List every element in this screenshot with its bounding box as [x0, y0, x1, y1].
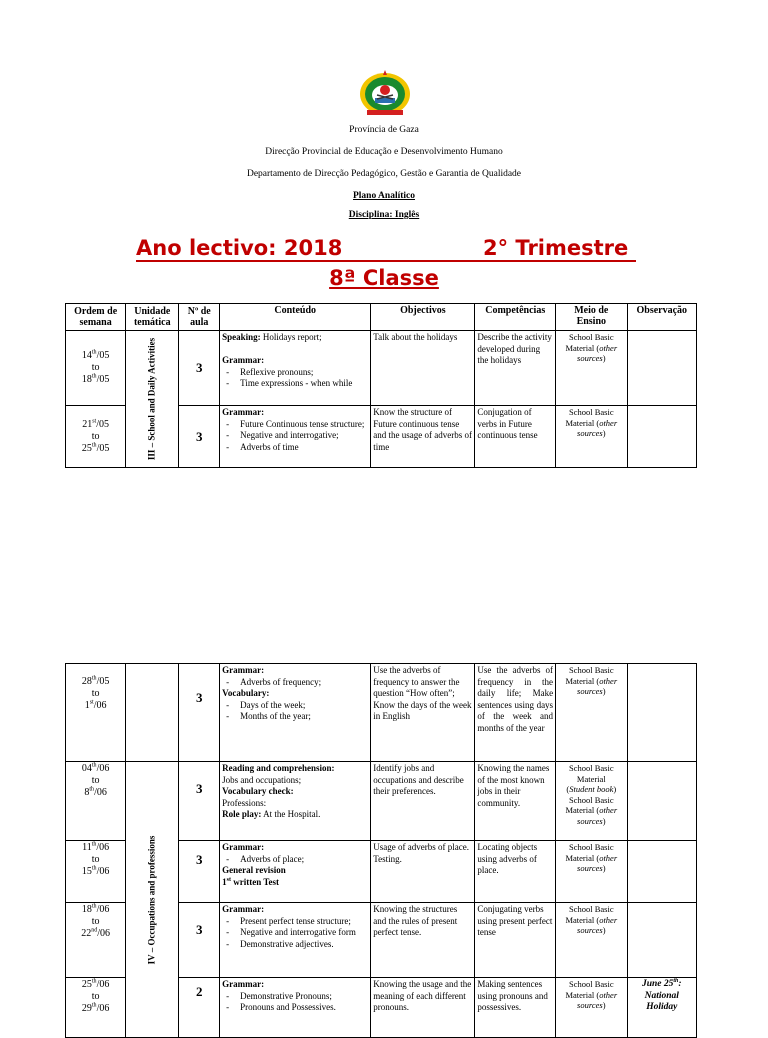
plan-table-1 — [65, 303, 697, 468]
content-cell: Grammar: - Adverbs of place; General revision 1st written Test — [220, 841, 371, 903]
week-cell: 14th/05 to 18th/05 — [66, 331, 126, 406]
lesson-count: 2 — [179, 978, 220, 1038]
week-cell: 18th/06 to 22nd/06 — [66, 903, 126, 978]
col-aula: Nº de aula — [179, 304, 220, 331]
objectives-cell: Knowing the usage and the meaning of each different pronouns. — [371, 978, 475, 1038]
lesson-count: 3 — [179, 762, 220, 841]
class-title: 8ª Classe — [329, 266, 439, 290]
meio-cell: School Basic Material (other sources) — [556, 664, 627, 762]
lesson-count: 3 — [179, 841, 220, 903]
lesson-count: 3 — [179, 903, 220, 978]
content-cell: Speaking: Holidays report; Grammar: - Reflexive pronouns; - Time expressions - when while — [220, 331, 371, 406]
competences-cell: Locating objects using adverbs of place. — [475, 841, 556, 903]
week-cell: 11th/06 to 15th/06 — [66, 841, 126, 903]
year-title: Ano lectivo: 2018 — [136, 236, 343, 260]
col-objectivos: Objectivos — [371, 304, 475, 331]
week-cell: 04th/06 to 8th/06 — [66, 762, 126, 841]
competences-cell: Conjugating verbs using present perfect tense — [475, 903, 556, 978]
lesson-count: 3 — [179, 664, 220, 762]
competences-cell: Conjugation of verbs in Future continuous tense — [475, 406, 556, 468]
content-cell: Reading and comprehension: Jobs and occupations; Vocabulary check: Professions: Role play: At the Hospital. — [220, 762, 371, 841]
header-row — [66, 304, 697, 331]
col-unidade: Unidade temática — [126, 304, 179, 331]
directorate-line: Direcção Provincial de Educação e Desenvolvimento Humano — [265, 147, 503, 157]
week-cell: 25th/06 to 29th/06 — [66, 978, 126, 1038]
objectives-cell: Usage of adverbs of place. Testing. — [371, 841, 475, 903]
meio-cell: School Basic Material (other sources) — [556, 978, 627, 1038]
col-ordem: Ordem de semana — [66, 304, 126, 331]
term-title: 2° Trimestre — [483, 236, 629, 260]
week-cell: 21st/05 to 25th/05 — [66, 406, 126, 468]
competences-cell: Describe the activity developed during the holidays — [475, 331, 556, 406]
meio-cell: School Basic Material (other sources) — [556, 903, 627, 978]
competences-cell: Knowing the names of the most known jobs in their community. — [475, 762, 556, 841]
meio-cell: School Basic Material (other sources) — [556, 406, 627, 468]
unit-cell — [126, 664, 179, 762]
year-term-line — [0, 236, 768, 262]
unit-cell: IV – Occupations and professions — [126, 762, 179, 1038]
observation-cell — [627, 331, 696, 406]
objectives-cell: Know the structure of Future continuous tense and the usage of adverbs of time — [371, 406, 475, 468]
table-row — [66, 664, 697, 762]
plan-table-2 — [65, 663, 697, 1038]
col-meio: Meio de Ensino — [556, 304, 627, 331]
content-cell: Grammar: - Adverbs of frequency; Vocabulary: - Days of the week; - Months of the year; — [220, 664, 371, 762]
objectives-cell: Use the adverbs of frequency to answer the question “How often”; Know the days of the week in English — [371, 664, 475, 762]
table-row — [66, 762, 697, 841]
observation-cell — [627, 406, 696, 468]
content-cell: Grammar: - Future Continuous tense structure; - Negative and interrogative; - Adverbs of time — [220, 406, 371, 468]
observation-cell: June 25th: National Holiday — [627, 978, 696, 1038]
table-row — [66, 331, 697, 406]
unit-cell: III – School and Daily Activities — [126, 331, 179, 468]
plan-title: Plano Analítico — [352, 191, 416, 201]
objectives-cell: Identify jobs and occupations and describe their preferences. — [371, 762, 475, 841]
observation-cell — [627, 841, 696, 903]
department-line: Departamento de Direcção Pedagógico, Gestão e Garantia de Qualidade — [246, 169, 522, 179]
coat-of-arms-emblem — [357, 68, 413, 118]
competences-cell: Making sentences using pronouns and possessives. — [475, 978, 556, 1038]
content-cell: Grammar: - Present perfect tense structure; - Negative and interrogative form - Demonstrative adjectives. — [220, 903, 371, 978]
subject-title: Disciplina: Inglês — [348, 210, 420, 220]
competences-cell: Use the adverbs of frequency in the daily life; Make sentences using days of the week and months of the year — [475, 664, 556, 762]
observation-cell — [627, 903, 696, 978]
objectives-cell: Talk about the holidays — [371, 331, 475, 406]
col-conteudo: Conteúdo — [220, 304, 371, 331]
meio-cell: School Basic Material (other sources) — [556, 841, 627, 903]
col-competencias: Competências — [475, 304, 556, 331]
objectives-cell: Knowing the structures and the rules of present perfect tense. — [371, 903, 475, 978]
lesson-count: 3 — [179, 331, 220, 406]
meio-cell: School Basic Material (other sources) — [556, 331, 627, 406]
content-cell: Grammar: - Demonstrative Pronouns; - Pronouns and Possessives. — [220, 978, 371, 1038]
lesson-count: 3 — [179, 406, 220, 468]
province-line: Província de Gaza — [349, 125, 419, 135]
week-cell: 28th/05 to 1st/06 — [66, 664, 126, 762]
observation-cell — [627, 664, 696, 762]
meio-cell: School Basic Material (Student book) School Basic Material (other sources) — [556, 762, 627, 841]
observation-cell — [627, 762, 696, 841]
col-observacao: Observação — [627, 304, 696, 331]
